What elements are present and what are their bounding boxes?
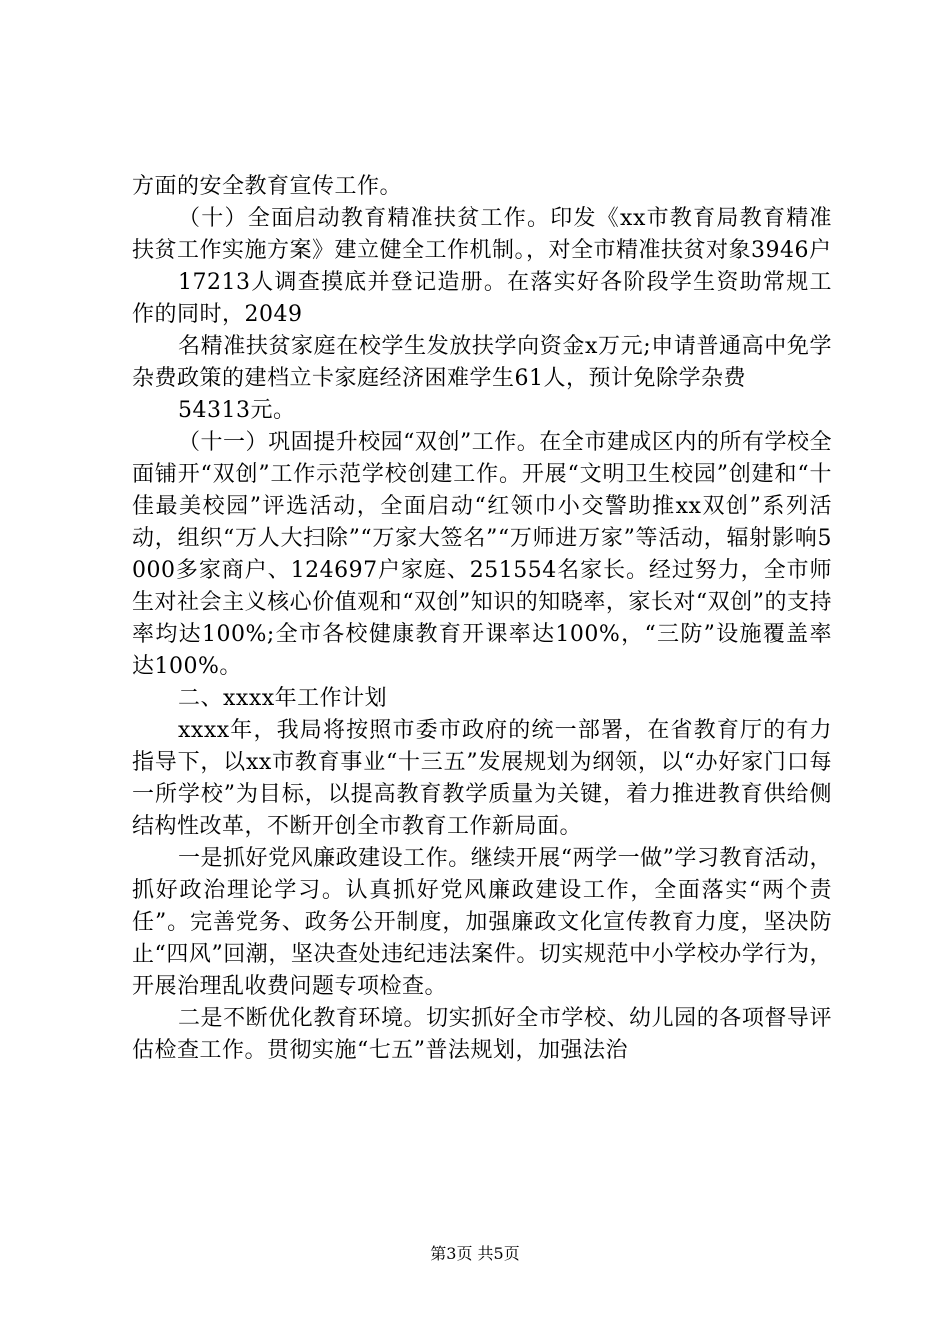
paragraph-5: 54313元。 (178, 398, 296, 423)
document-body (132, 171, 832, 1067)
paragraph-3: 17213人调查摸底并登记造册。在落实好各阶段学生资助常规工作的同时，2049 (132, 270, 832, 327)
paragraph-4: 名精准扶贫家庭在校学生发放扶学向资金x万元;申请普通高中免学杂费政策的建档立卡家庭经济困难学生61人，预计免除学杂费 (132, 334, 832, 391)
paragraph-6: （十一）巩固提升校园“双创”工作。在全市建成区内的所有学校全面铺开“双创”工作示范学校创建工作。开展“文明卫生校园”创建和“十佳最美校园”评选活动，全面启动“红领巾小交警助推xx双创”系列活动，组织“万人大扫除”“万家大签名”“万师进万家”等活动，辐射影响5000多家商户、124697户家庭、251554名家长。经过努力，全市师生对社会主义核心价值观和“双创”知识的知晓率，家长对“双创”的支持率均达100%;全市各校健康教育开课率达100%，“三防”设施覆盖率达100%。 (132, 430, 832, 679)
paragraph-10: 二是不断优化教育环境。切实抓好全市学校、幼儿园的各项督导评估检查工作。贯彻实施“七五”普法规划，加强法治 (132, 1006, 832, 1063)
section-heading: 二、xxxx年工作计划 (178, 686, 388, 711)
paragraph-1: 方面的安全教育宣传工作。 (132, 174, 403, 199)
paragraph-9: 一是抓好党风廉政建设工作。继续开展“两学一做”学习教育活动，抓好政治理论学习。认真抓好党风廉政建设工作，全面落实“两个责任”。完善党务、政务公开制度，加强廉政文化宣传教育力度，坚决防止“四风”回潮，坚决查处违纪违法案件。切实规范中小学校办学行为，开展治理乱收费问题专项检查。 (132, 846, 832, 999)
paragraph-8: xxxx年，我局将按照市委市政府的统一部署，在省教育厅的有力指导下，以xx市教育事业“十三五”发展规划为纲领，以“办好家门口每一所学校”为目标，以提高教育教学质量为关键，着力推进教育供给侧结构性改革，不断开创全市教育工作新局面。 (132, 718, 832, 839)
page-footer: 第3页 共5页 (430, 1244, 520, 1263)
paragraph-2: （十）全面启动教育精准扶贫工作。印发《xx市教育局教育精准扶贫工作实施方案》建立健全工作机制。，对全市精准扶贫对象3946户 (132, 206, 832, 263)
